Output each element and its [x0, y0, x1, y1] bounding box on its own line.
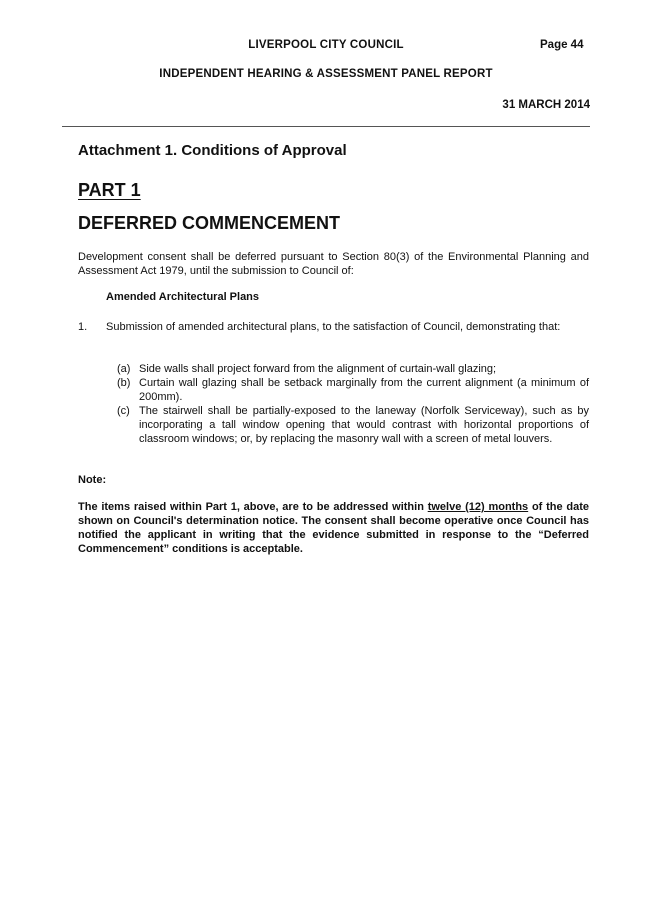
subitem-text: Side walls shall project forward from the alignment of curtain-wall glazing; — [139, 363, 497, 375]
section-title: DEFERRED COMMENCEMENT — [78, 213, 341, 233]
note-deadline: twelve (12) months — [427, 501, 529, 513]
subitem-c — [117, 404, 589, 460]
note-label: Note: — [78, 474, 107, 486]
subitem-text: The stairwell shall be partially-exposed to the laneway (Norfolk Serviceway), such as by incorporating a tall window opening that would contrast with horizontal proportions of classroom windows; or, by replacing the masonry wall with a screen of metal louvers. — [139, 405, 589, 445]
subheading: Amended Architectural Plans — [106, 291, 260, 303]
subitem-a — [117, 362, 589, 376]
intro-paragraph: Development consent shall be deferred pursuant to Section 80(3) of the Environmental Planning and Assessment Act 1979, until the submission to Council of: — [78, 251, 589, 277]
item-text: Submission of amended architectural plans, to the satisfaction of Council, demonstrating that: — [106, 321, 561, 333]
note-text-before: The items raised within Part 1, above, are to be addressed within — [78, 501, 428, 513]
header-page-number: Page 44 — [540, 39, 584, 51]
attachment-title: Attachment 1. Conditions of Approval — [78, 142, 347, 159]
item-number: 1. — [78, 321, 88, 333]
note-paragraph — [78, 500, 589, 556]
note-text-after: of the date shown on Council's determination notice. The consent shall become operative once Council has notified the applicant in writing that the evidence submitted in response to the “Deferred Commencement” conditions is acceptable. — [78, 501, 589, 555]
header-council-name: LIVERPOOL CITY COUNCIL — [248, 39, 404, 51]
subitem-label: (c) — [117, 405, 130, 417]
subitem-label: (a) — [117, 363, 131, 375]
subitem-label: (b) — [117, 377, 131, 389]
subitem-text: Curtain wall glazing shall be setback marginally from the current alignment (a minimum of 200mm). — [139, 377, 589, 403]
subitem-b — [117, 376, 589, 404]
part-title: PART 1 — [78, 180, 141, 200]
header-date: 31 MARCH 2014 — [502, 99, 590, 111]
header-divider — [62, 126, 590, 127]
header-panel-title: INDEPENDENT HEARING & ASSESSMENT PANEL REPORT — [159, 68, 493, 80]
